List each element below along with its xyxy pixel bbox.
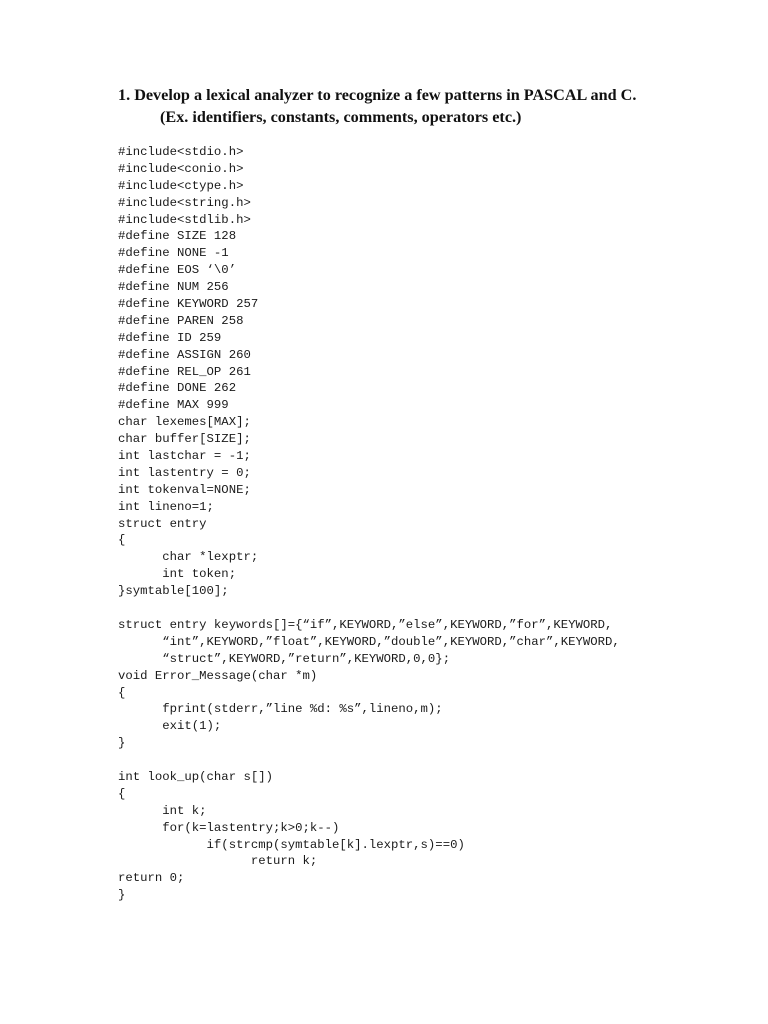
code-line: struct entry keywords[]={“if”,KEYWORD,”else”,KEYWORD,”for”,KEYWORD, bbox=[118, 617, 613, 632]
code-line: #define SIZE 128 bbox=[118, 229, 237, 244]
code-line: #define NUM 256 bbox=[118, 280, 229, 295]
code-line: for(k=lastentry;k>0;k--) bbox=[118, 820, 340, 835]
code-line: { bbox=[118, 786, 126, 801]
code-line: #define ID 259 bbox=[118, 330, 222, 345]
code-line: #include<ctype.h> bbox=[118, 178, 244, 193]
code-line: #include<stdio.h> bbox=[118, 145, 244, 159]
code-line: { bbox=[118, 685, 126, 700]
code-line: return 0; bbox=[118, 871, 185, 886]
code-line: #define EOS ‘\0’ bbox=[118, 263, 237, 278]
code-line: #define KEYWORD 257 bbox=[118, 297, 259, 312]
heading-line-2: (Ex. identifiers, constants, comments, operators etc.) bbox=[160, 108, 522, 126]
code-line: if(strcmp(symtable[k].lexptr,s)==0) bbox=[118, 837, 465, 852]
code-line: “struct”,KEYWORD,”return”,KEYWORD,0,0}; bbox=[118, 651, 451, 666]
code-line: #define ASSIGN 260 bbox=[118, 347, 251, 362]
code-line: #include<string.h> bbox=[118, 195, 251, 210]
code-line: #define DONE 262 bbox=[118, 381, 237, 396]
code-line: int look_up(char s[]) bbox=[118, 769, 273, 784]
code-line: char buffer[SIZE]; bbox=[118, 432, 251, 447]
exercise-heading bbox=[118, 84, 738, 128]
code-line: #define NONE -1 bbox=[118, 246, 229, 261]
code-line: int lastchar = -1; bbox=[118, 449, 251, 464]
code-line: void Error_Message(char *m) bbox=[118, 668, 318, 683]
heading-line-1: 1. Develop a lexical analyzer to recognize a few patterns in PASCAL and C. bbox=[118, 86, 637, 104]
code-line: } bbox=[118, 736, 126, 751]
code-line: #include<conio.h> bbox=[118, 161, 244, 176]
code-line: int token; bbox=[118, 567, 237, 582]
code-line: int k; bbox=[118, 803, 207, 818]
code-line: } bbox=[118, 888, 126, 903]
code-line: “int”,KEYWORD,”float”,KEYWORD,”double”,KEYWORD,”char”,KEYWORD, bbox=[118, 634, 620, 649]
code-line: int tokenval=NONE; bbox=[118, 482, 251, 497]
code-line: #define MAX 999 bbox=[118, 398, 229, 413]
code-listing bbox=[118, 144, 758, 904]
code-line: char lexemes[MAX]; bbox=[118, 415, 251, 430]
code-line: #define REL_OP 261 bbox=[118, 364, 251, 379]
code-line: #include<stdlib.h> bbox=[118, 212, 251, 227]
code-line: char *lexptr; bbox=[118, 550, 259, 565]
code-line: return k; bbox=[118, 854, 318, 869]
code-line: { bbox=[118, 533, 126, 548]
code-line: int lineno=1; bbox=[118, 499, 214, 514]
code-line: #define PAREN 258 bbox=[118, 313, 244, 328]
code-line: int lastentry = 0; bbox=[118, 465, 251, 480]
code-line: struct entry bbox=[118, 516, 207, 531]
code-line bbox=[118, 752, 758, 769]
code-line bbox=[118, 600, 758, 617]
code-line: exit(1); bbox=[118, 719, 222, 734]
code-line: }symtable[100]; bbox=[118, 584, 229, 599]
code-line: fprint(stderr,”line %d: %s”,lineno,m); bbox=[118, 702, 443, 717]
